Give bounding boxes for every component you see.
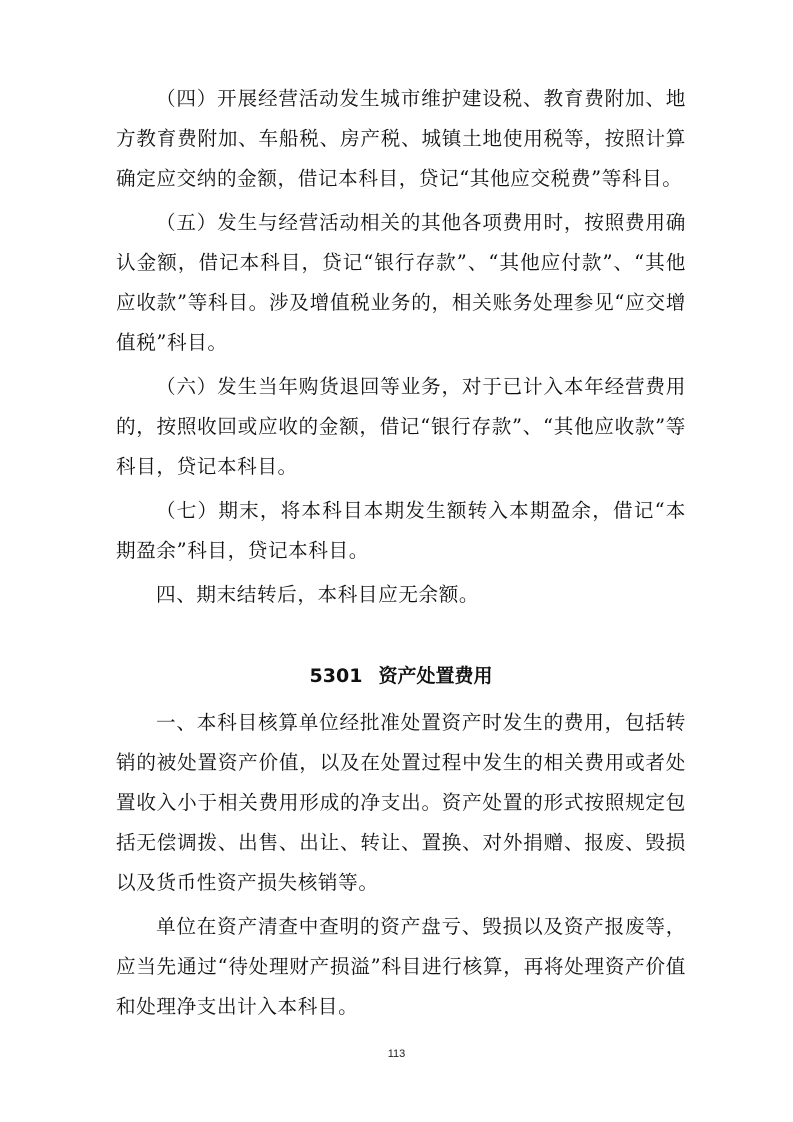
section-title: 资产处置费用 <box>378 665 493 687</box>
paragraph-scope: 一、本科目核算单位经批准处置资产时发生的费用，包括转销的被处置资产价值，以及在处置过程中发生的相关费用或者处置收入小于相关费用形成的净支出。资产处置的形式按照规定包括无偿调拨、出售、出让、转让、置换、对外捐赠、报废、毁损以及货币性资产损失核销等。 <box>116 711 686 894</box>
paragraph-4: （四）开展经营活动发生城市维护建设税、教育费附加、地方教育费附加、车船税、房产税、城镇土地使用税等，按照计算确定应交纳的金额，借记本科目，贷记“其他应交税费”等科目。 <box>116 87 686 190</box>
paragraph-5: （五）发生与经营活动相关的其他各项费用时，按照费用确认金额，借记本科目，贷记“银行存款”、“其他应付款”、“其他应收款”等科目。涉及增值税业务的，相关账务处理参见“应交增值税”科目。 <box>116 211 686 354</box>
body-top <box>116 79 686 615</box>
paragraph-period-end: 四、期末结转后，本科目应无余额。 <box>156 583 480 606</box>
section-code: 5301 <box>309 665 363 687</box>
paragraph-inventory: 单位在资产清查中查明的资产盘亏、毁损以及资产报废等，应当先通过“待处理财产损溢”科目进行核算，再将处理资产价值和处理净支出计入本科目。 <box>116 915 686 1018</box>
body-bottom <box>116 703 686 1027</box>
paragraph-6: （六）发生当年购货退回等业务，对于已计入本年经营费用的，按照收回或应收的金额，借记“银行存款”、“其他应收款”等科目，贷记本科目。 <box>116 375 686 478</box>
page-number: 113 <box>387 1048 406 1060</box>
section-heading <box>116 656 686 696</box>
paragraph-7: （七）期末，将本科目本期发生额转入本期盈余，借记“本期盈余”科目，贷记本科目。 <box>116 499 686 562</box>
